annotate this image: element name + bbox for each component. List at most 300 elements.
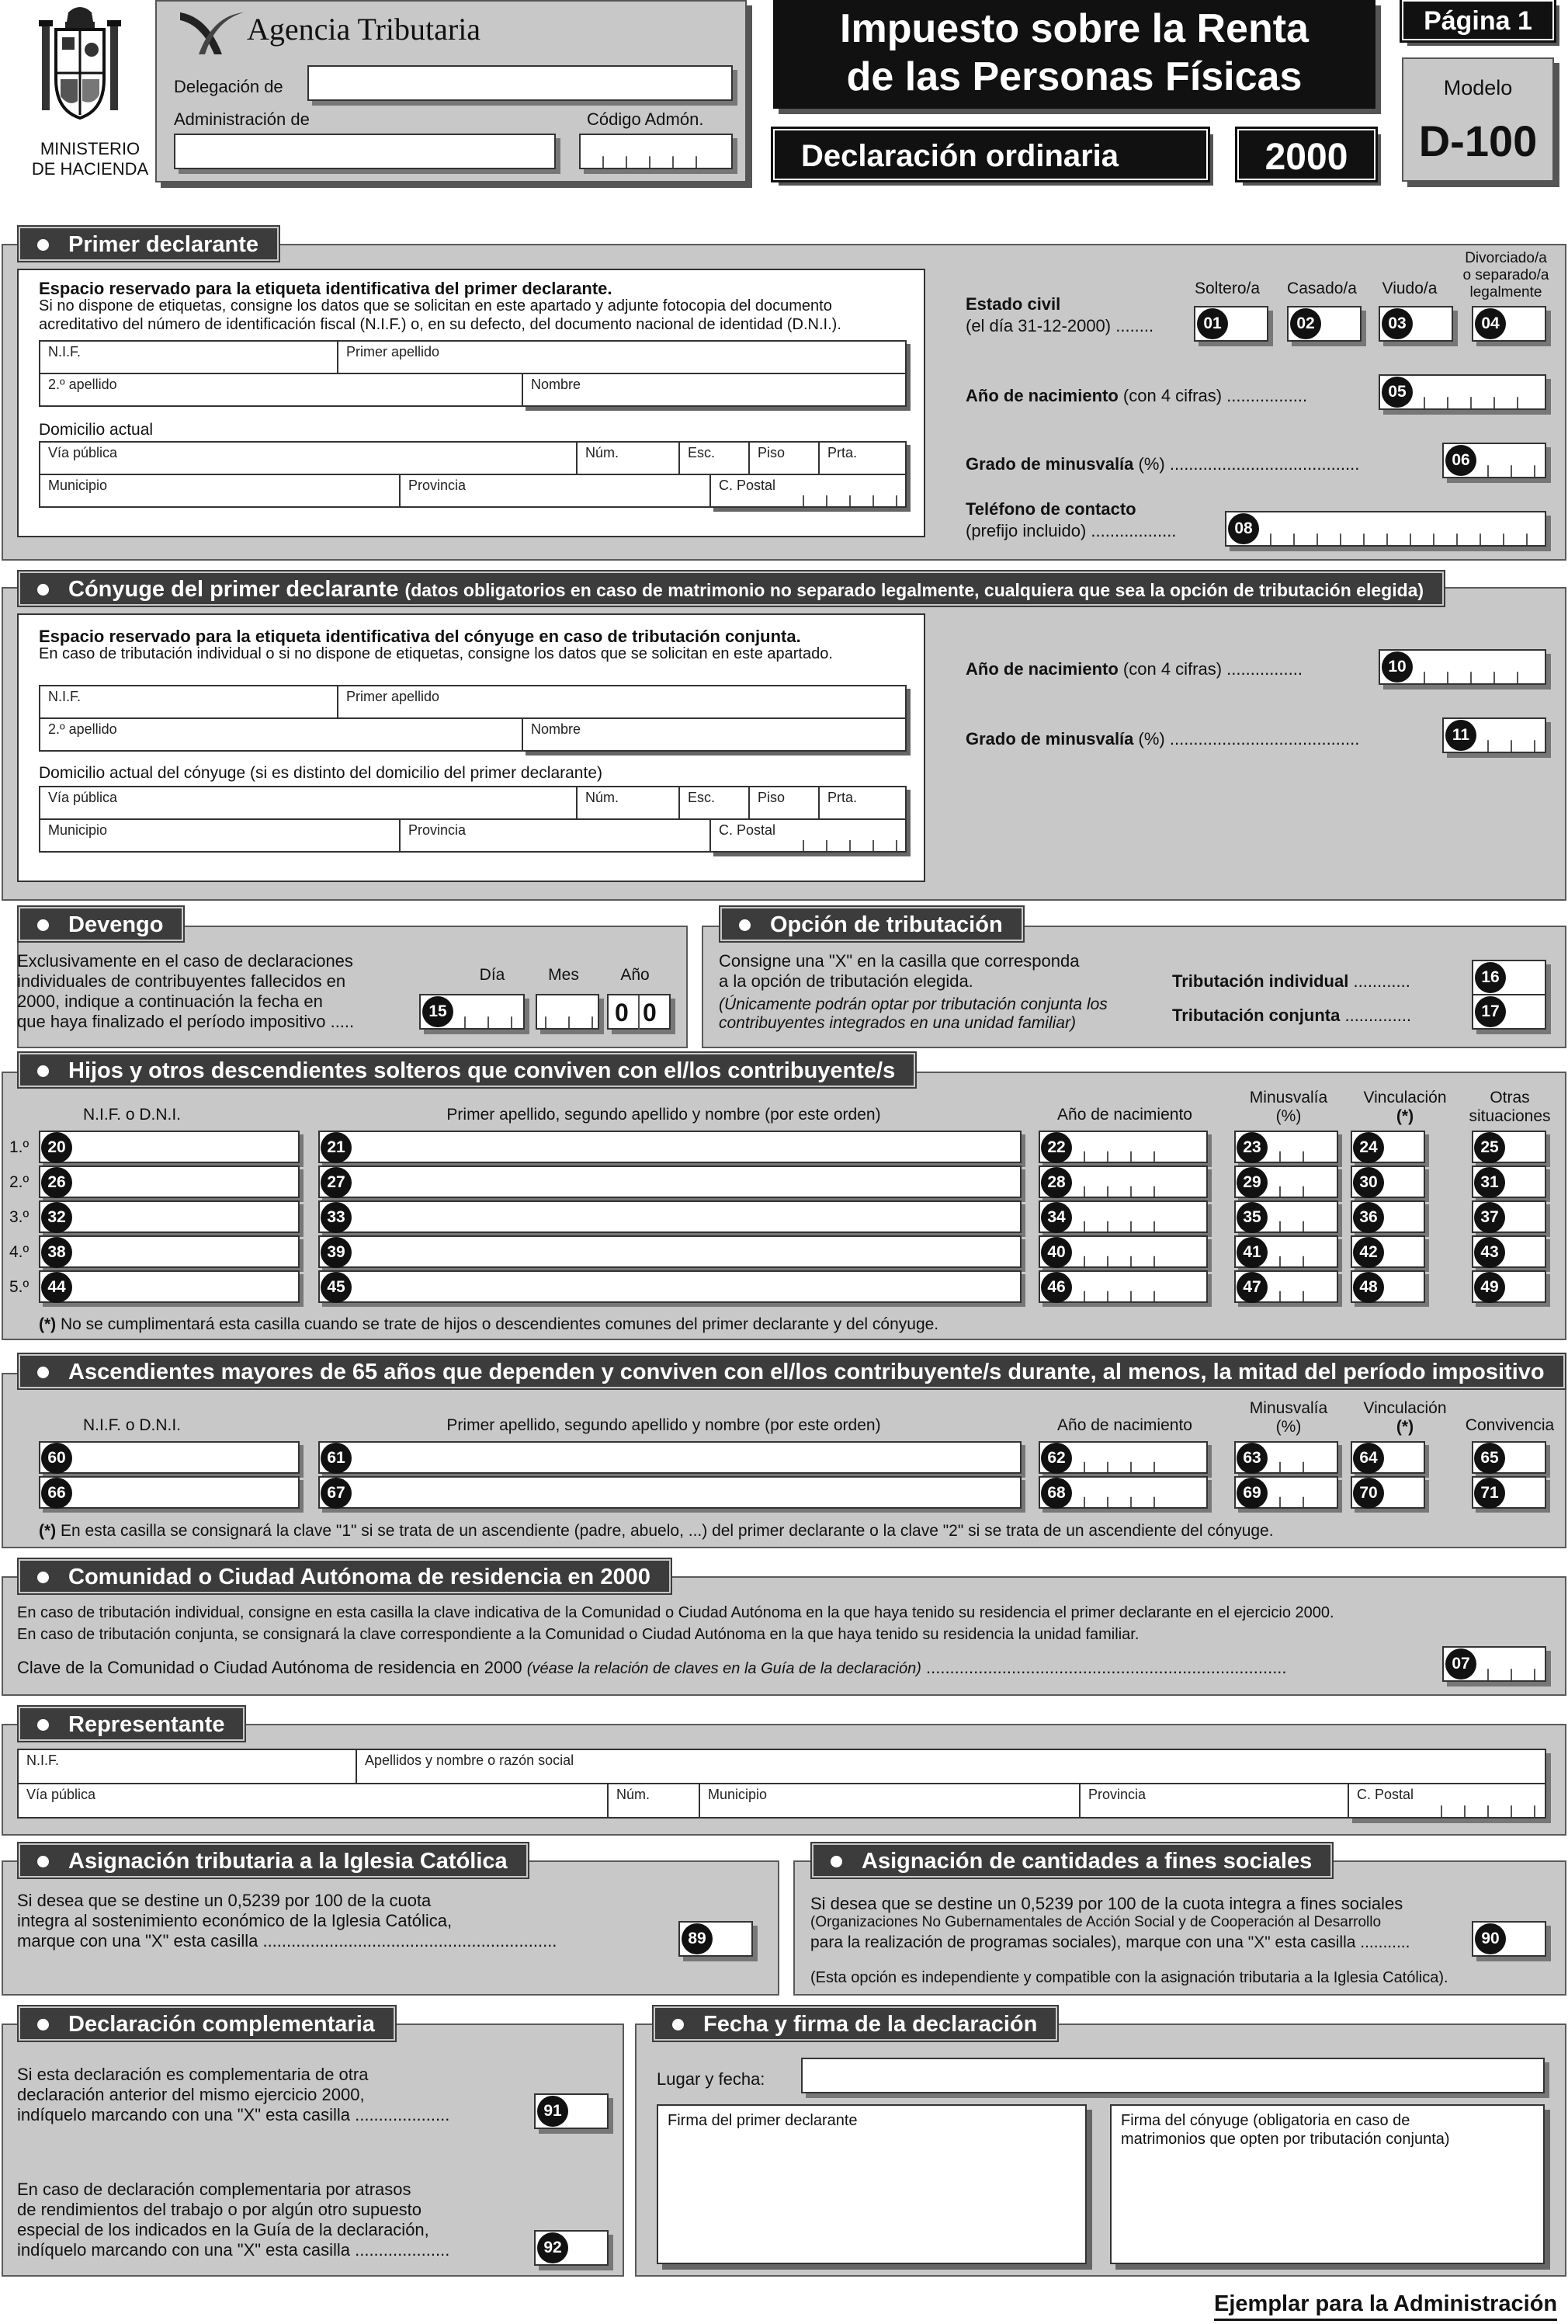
hijos-casilla-46[interactable] — [1039, 1270, 1208, 1303]
devengo-text2: individuales de contribuyentes fallecidos en — [17, 971, 346, 991]
casilla-03-viudo[interactable] — [1379, 306, 1453, 342]
casilla-06-minusvalia[interactable] — [1442, 443, 1546, 478]
ministry-line2: DE HACIENDA — [31, 159, 149, 179]
primer-domicilio-label: Domicilio actual — [39, 421, 154, 439]
rep-via-field[interactable] — [17, 1783, 609, 1819]
rep-provincia-field[interactable] — [1079, 1783, 1349, 1819]
opcion-note1: (Únicamente podrán optar por tributación conjunta los — [719, 995, 1108, 1013]
conyuge-nif-label: N.I.F. — [48, 689, 82, 704]
divorciado-label1: Divorciado/a — [1465, 250, 1547, 266]
primer-minus-label: Grado de minusvalía — [966, 454, 1134, 474]
hijos-casilla-39[interactable] — [318, 1235, 1022, 1268]
casilla-91-badge: 91 — [537, 2096, 568, 2127]
fines-text2: (Organizaciones No Gubernamentales de Acción Social y de Cooperación al Desarrollo — [810, 1914, 1382, 1930]
coat-of-arms-icon — [37, 2, 123, 126]
iglesia-header — [19, 1843, 528, 1878]
ascend-casilla-62[interactable] — [1039, 1441, 1208, 1474]
conyuge-num-label: Núm. — [585, 790, 619, 805]
conyuge-num-field[interactable] — [576, 786, 680, 820]
casilla-20-badge: 20 — [41, 1132, 72, 1163]
ascendientes-title: Ascendientes mayores de 65 años que dependen y conviven con el/los contribuyente/s durante, al menos, la mitad del período impositivo — [68, 1360, 1545, 1384]
opcion-text2: a la opción de tributación elegida. — [719, 971, 973, 991]
comunidad-clave-hint: (véase la relación de claves en la Guía de la declaración) — [526, 1660, 921, 1677]
conyuge-anio-label: Año de nacimiento — [966, 659, 1119, 679]
conyuge-municipio-label: Municipio — [48, 822, 108, 838]
hijos-casilla-44[interactable] — [39, 1270, 300, 1303]
administracion-input[interactable] — [174, 134, 556, 169]
lugar-fecha-input[interactable] — [801, 2058, 1545, 2093]
fines-note: (Esta opción es independiente y compatible con la asignación tributaria a la Iglesia Católica). — [810, 1969, 1448, 1986]
conyuge-nombre-label: Nombre — [531, 721, 581, 737]
hijos-casilla-42[interactable] — [1351, 1235, 1425, 1268]
primer-minus-text — [966, 453, 1359, 474]
hijos-casilla-38[interactable] — [39, 1235, 300, 1268]
casilla-32-badge: 32 — [41, 1202, 72, 1233]
lugar-fecha-label: Lugar y fecha: — [657, 2069, 765, 2089]
conyuge-municipio-field[interactable] — [39, 818, 401, 853]
ministry-line1: MINISTERIO — [40, 139, 140, 158]
hijos-note-text: No se cumplimentará esta casilla cuando se trate de hijos o descendientes comunes del primer declarante y del cónyuge. — [56, 1315, 939, 1333]
casilla-40-badge: 40 — [1041, 1237, 1072, 1268]
hijos-casilla-48[interactable] — [1351, 1270, 1425, 1303]
casilla-16-individual[interactable] — [1472, 960, 1546, 995]
page-number: Página 1 — [1402, 0, 1554, 40]
ascend-casilla-60[interactable] — [39, 1441, 300, 1474]
rep-municipio-field[interactable] — [699, 1783, 1081, 1819]
hijos-casilla-20[interactable] — [39, 1131, 300, 1163]
hijos-title: Hijos y otros descendientes solteros que conviven con el/los contribuyente/s — [68, 1058, 896, 1083]
devengo-anio-input[interactable] — [607, 994, 671, 1030]
complementaria-a2: declaración anterior del mismo ejercicio 2000, — [17, 2085, 365, 2104]
estado-civil-label: Estado civil — [966, 294, 1061, 314]
modelo-number: D-100 — [1418, 116, 1538, 165]
conyuge-via-field[interactable] — [39, 786, 578, 820]
primer-num-label: Núm. — [585, 445, 619, 460]
fines-header — [812, 1843, 1332, 1878]
comunidad-clave-text — [17, 1657, 1287, 1680]
casilla-21-badge: 21 — [321, 1132, 352, 1163]
casilla-27-badge: 27 — [321, 1167, 352, 1198]
firma-header — [654, 2006, 1057, 2041]
primer-etiqueta-area — [17, 269, 925, 537]
casilla-08-badge: 08 — [1228, 513, 1259, 544]
casilla-47-badge: 47 — [1237, 1272, 1268, 1303]
hijos-casilla-47[interactable] — [1234, 1270, 1338, 1303]
codigo-admon-input[interactable] — [579, 134, 733, 169]
casilla-89-badge: 89 — [682, 1923, 713, 1954]
primer-anio-hint: (con 4 cifras) ................. — [1122, 386, 1308, 405]
hijos-casilla-28[interactable] — [1039, 1165, 1208, 1198]
casilla-91-complementaria[interactable] — [534, 2093, 609, 2129]
comunidad-text1: En caso de tributación individual, consigne en esta casilla la clave indicativa de la Comunidad o Ciudad Autónoma en la que haya tenido su residencia el primer declarante en el ejercicio 2000. — [17, 1604, 1334, 1621]
casilla-10-badge: 10 — [1382, 651, 1413, 683]
primer-via-label: Vía pública — [48, 445, 118, 460]
casilla-07-badge: 07 — [1445, 1648, 1476, 1680]
primer-provincia-field[interactable] — [399, 474, 711, 508]
primer-minus-hint: (%) ........................................ — [1138, 454, 1360, 474]
casilla-65-badge: 65 — [1474, 1443, 1505, 1474]
casilla-02-badge: 02 — [1290, 308, 1321, 339]
ascend-casilla-69[interactable] — [1234, 1476, 1338, 1509]
hijos-casilla-49[interactable] — [1472, 1270, 1546, 1303]
ascend-col-minus2: (%) — [1275, 1418, 1302, 1436]
delegacion-input[interactable] — [307, 65, 733, 101]
casilla-06-badge: 06 — [1445, 445, 1476, 476]
complementaria-header — [19, 2006, 395, 2041]
hijos-col-vinc1: Vinculación — [1363, 1089, 1447, 1106]
conyuge-apellido1-label: Primer apellido — [346, 689, 440, 704]
hijos-col-anio: Año de nacimiento — [1057, 1106, 1192, 1124]
primer-esc-label: Esc. — [688, 445, 716, 460]
rep-nif-label: N.I.F. — [26, 1753, 60, 1768]
telefono-label: Teléfono de contacto — [966, 499, 1136, 519]
soltero-label: Soltero/a — [1194, 280, 1261, 297]
ascend-note-mark: (*) — [39, 1522, 57, 1540]
conyuge-etiqueta-area — [17, 613, 925, 882]
casilla-90-fines[interactable] — [1472, 1921, 1546, 1957]
complementaria-b3: especial de los indicados en la Guía de la declaración, — [17, 2220, 429, 2239]
casilla-62-badge: 62 — [1041, 1443, 1072, 1474]
ascend-casilla-63[interactable] — [1234, 1441, 1338, 1474]
hijos-casilla-29[interactable] — [1234, 1165, 1338, 1198]
rep-nombre-label: Apellidos y nombre o razón social — [365, 1753, 574, 1768]
casilla-11-minusvalia[interactable] — [1442, 717, 1546, 753]
hijos-casilla-23[interactable] — [1234, 1131, 1338, 1163]
casilla-15-dia[interactable] — [419, 994, 525, 1030]
conyuge-minus-hint: (%) ........................................ — [1138, 729, 1360, 749]
hijos-col-otras2: situaciones — [1469, 1107, 1551, 1125]
casilla-64-badge: 64 — [1353, 1443, 1384, 1474]
casilla-05-anio[interactable] — [1379, 374, 1546, 410]
firma-conyuge-label2: matrimonios que opten por tributación conjunta) — [1121, 2131, 1450, 2148]
ascend-casilla-71[interactable] — [1472, 1476, 1546, 1509]
hijos-casilla-30[interactable] — [1351, 1165, 1425, 1198]
rep-num-field[interactable] — [607, 1783, 700, 1819]
hijos-casilla-24[interactable] — [1351, 1131, 1425, 1163]
primer-esc-field[interactable] — [678, 441, 750, 475]
row-ordinal: 1.º — [9, 1138, 29, 1156]
tributacion-conjunta-dots: .............. — [1344, 1006, 1412, 1025]
conyuge-title: Cónyuge del primer declarante — [68, 577, 399, 602]
ministry-logo — [14, 2, 161, 180]
rep-num-label: Núm. — [616, 1787, 650, 1802]
rep-provincia-label: Provincia — [1088, 1787, 1147, 1802]
ascend-col-anio: Año de nacimiento — [1057, 1416, 1192, 1434]
divorciado-label3: legalmente — [1469, 284, 1542, 300]
casilla-48-badge: 48 — [1353, 1272, 1384, 1303]
conyuge-cpostal-field[interactable] — [709, 818, 907, 853]
primer-apellido2-label: 2.º apellido — [48, 377, 117, 392]
conyuge-apellido1-field[interactable] — [337, 685, 907, 719]
ascend-col-nif: N.I.F. o D.N.I. — [82, 1416, 182, 1434]
primer-piso-label: Piso — [758, 445, 786, 460]
primer-prta-field[interactable] — [818, 441, 907, 475]
codigo-label: Código Admón. — [587, 109, 704, 129]
casado-label: Casado/a — [1287, 280, 1357, 297]
delegacion-label: Delegación de — [174, 77, 283, 96]
hijos-casilla-27[interactable] — [318, 1165, 1022, 1198]
primer-apellido2-field[interactable] — [39, 373, 523, 407]
primer-apellido1-field[interactable] — [337, 340, 907, 374]
primer-nombre-label: Nombre — [531, 377, 581, 392]
conyuge-prta-label: Prta. — [827, 790, 858, 805]
row-ordinal: 2.º — [9, 1173, 29, 1191]
year-box: 2000 — [1237, 129, 1375, 180]
casilla-92-badge: 92 — [537, 2232, 568, 2263]
casilla-23-badge: 23 — [1237, 1132, 1268, 1163]
casilla-22-badge: 22 — [1041, 1132, 1072, 1163]
casilla-04-divorciado[interactable] — [1472, 306, 1546, 342]
ascend-note — [39, 1520, 1274, 1541]
casilla-67-badge: 67 — [321, 1478, 352, 1509]
casilla-29-badge: 29 — [1237, 1167, 1268, 1198]
firma-title: Fecha y firma de la declaración — [703, 2012, 1038, 2037]
hijos-col-minus1: Minusvalía — [1249, 1089, 1328, 1106]
primer-cpostal-label: C. Postal — [719, 478, 776, 493]
devengo-title: Devengo — [68, 912, 164, 937]
casilla-05-badge: 05 — [1382, 377, 1413, 408]
primer-declarante-title: Primer declarante — [68, 232, 259, 257]
casilla-89-iglesia[interactable] — [678, 1921, 753, 1957]
ascend-casilla-70[interactable] — [1351, 1476, 1425, 1509]
tributacion-individual-label: Tributación individual — [1172, 971, 1349, 991]
casilla-11-badge: 11 — [1445, 720, 1476, 751]
hijos-casilla-26[interactable] — [39, 1165, 300, 1198]
primer-via-field[interactable] — [39, 441, 578, 475]
casilla-28-badge: 28 — [1041, 1167, 1072, 1198]
opcion-title: Opción de tributación — [770, 912, 1003, 937]
casilla-31-badge: 31 — [1474, 1167, 1505, 1198]
conyuge-nombre-field[interactable] — [522, 717, 907, 752]
ascend-casilla-66[interactable] — [39, 1476, 300, 1509]
comunidad-header — [19, 1559, 671, 1593]
primer-nif-label: N.I.F. — [48, 344, 82, 360]
ascend-note-text: En esta casilla se consignará la clave "1" si se trata de un ascendiente (padre, abuelo, ...) del primer declarante o la clave "2" si se trata de un ascendiente del cónyuge. — [56, 1522, 1274, 1540]
conyuge-prta-field[interactable] — [818, 786, 907, 820]
hijos-casilla-33[interactable] — [318, 1200, 1022, 1233]
casilla-38-badge: 38 — [41, 1237, 72, 1268]
telefono-hint: (prefijo incluido) .................. — [966, 521, 1177, 540]
casilla-15-badge: 15 — [422, 996, 453, 1027]
ascend-col-nombre: Primer apellido, segundo apellido y nombre (por este orden) — [446, 1416, 881, 1434]
rep-nombre-field[interactable] — [356, 1749, 1546, 1784]
primer-anio-label: Año de nacimiento — [966, 386, 1119, 405]
ascend-casilla-61[interactable] — [318, 1441, 1022, 1474]
firma-primer-declarante[interactable] — [657, 2104, 1087, 2264]
ascendientes-header — [19, 1354, 1565, 1388]
firma-primer-label: Firma del primer declarante — [668, 2112, 858, 2129]
conyuge-etiqueta-text: En caso de tributación individual o si no dispone de etiquetas, consigne los datos que se solicitan en este apartado. — [39, 645, 833, 662]
tributacion-conjunta-text — [1172, 1005, 1411, 1026]
hijos-col-minus2: (%) — [1275, 1107, 1302, 1125]
conyuge-etiqueta-title: Espacio reservado para la etiqueta identificativa del cónyuge en caso de tributación conjunta. — [39, 627, 801, 646]
comunidad-title: Comunidad o Ciudad Autónoma de residencia en 2000 — [68, 1565, 650, 1589]
hijos-casilla-34[interactable] — [1039, 1200, 1208, 1233]
opcion-header — [720, 907, 1023, 941]
representante-header — [19, 1707, 245, 1741]
casilla-42-badge: 42 — [1353, 1237, 1384, 1268]
conyuge-minus-label: Grado de minusvalía — [966, 729, 1134, 749]
row-ordinal: 5.º — [9, 1278, 29, 1296]
conyuge-piso-field[interactable] — [748, 786, 820, 820]
primer-nombre-field[interactable] — [522, 373, 907, 407]
viudo-label: Viudo/a — [1382, 280, 1438, 297]
casilla-46-badge: 46 — [1041, 1272, 1072, 1303]
primer-piso-field[interactable] — [748, 441, 820, 475]
hijos-casilla-31[interactable] — [1472, 1165, 1546, 1198]
hijos-casilla-21[interactable] — [318, 1131, 1022, 1163]
modelo-box — [1402, 57, 1554, 182]
casilla-01-badge: 01 — [1197, 308, 1228, 339]
subtitle-box: Declaración ordinaria — [773, 129, 1208, 180]
devengo-mes-label: Mes — [548, 966, 579, 984]
ascend-col-vinc1: Vinculación — [1363, 1399, 1447, 1417]
casilla-03-badge: 03 — [1382, 308, 1413, 339]
casilla-70-badge: 70 — [1353, 1478, 1384, 1509]
comunidad-clave-label: Clave de la Comunidad o Ciudad Autónoma de residencia en 2000 — [17, 1658, 522, 1677]
casilla-17-conjunta[interactable] — [1472, 994, 1546, 1030]
hijos-casilla-40[interactable] — [1039, 1235, 1208, 1268]
comunidad-text2: En caso de tributación conjunta, se consignará la clave correspondiente a la Comunidad o Ciudad Autónoma en la que haya tenido su residencia la unidad familiar. — [17, 1626, 1140, 1643]
primer-nif-field[interactable] — [39, 340, 338, 374]
casilla-16-badge: 16 — [1475, 962, 1506, 993]
hijos-col-vinc2: (*) — [1396, 1107, 1414, 1125]
conyuge-domicilio-label: Domicilio actual del cónyuge (si es distinto del domicilio del primer declarante) — [39, 764, 602, 782]
conyuge-apellido2-field[interactable] — [39, 717, 523, 752]
iglesia-text1: Si desea que se destine un 0,5239 por 100 de la cuota — [17, 1891, 432, 1910]
hijos-casilla-25[interactable] — [1472, 1131, 1546, 1163]
complementaria-b1: En caso de declaración complementaria por atrasos — [17, 2180, 411, 2199]
casilla-30-badge: 30 — [1353, 1167, 1384, 1198]
title-line2: de las Personas Físicas — [846, 54, 1303, 99]
casilla-08-telefono[interactable] — [1225, 511, 1546, 547]
comunidad-clave-dots: ............................................................................ — [926, 1658, 1287, 1677]
firma-conyuge[interactable] — [1110, 2104, 1545, 2264]
primer-cpostal-field[interactable] — [709, 474, 907, 508]
conyuge-esc-field[interactable] — [678, 786, 750, 820]
primer-municipio-field[interactable] — [39, 474, 401, 508]
opcion-note2: contribuyentes integrados en una unidad familiar) — [719, 1014, 1076, 1032]
casilla-01-soltero[interactable] — [1194, 306, 1268, 342]
hijos-casilla-35[interactable] — [1234, 1200, 1338, 1233]
casilla-17-badge: 17 — [1475, 996, 1506, 1027]
conyuge-header — [19, 571, 1444, 606]
ascend-casilla-65[interactable] — [1472, 1441, 1546, 1474]
agency-logo-icon — [177, 9, 247, 57]
casilla-04-badge: 04 — [1475, 308, 1506, 339]
fines-text1: Si desea que se destine un 0,5239 por 100 de la cuota integra a fines sociales — [810, 1894, 1403, 1913]
conyuge-title-sub: (datos obligatorios en caso de matrimonio no separado legalmente, cualquiera que sea la opción de tributación elegida) — [404, 580, 1424, 600]
hijos-casilla-32[interactable] — [39, 1200, 300, 1233]
iglesia-text2: integra al sostenimiento económico de la Iglesia Católica, — [17, 1911, 453, 1930]
casilla-68-badge: 68 — [1041, 1478, 1072, 1509]
ascend-casilla-68[interactable] — [1039, 1476, 1208, 1509]
devengo-mes-input[interactable] — [536, 994, 599, 1030]
title-box — [773, 0, 1375, 109]
hijos-note — [39, 1314, 938, 1335]
firma-conyuge-label1: Firma del cónyuge (obligatoria en caso de — [1121, 2112, 1410, 2129]
conyuge-anio-hint: (con 4 cifras) ................ — [1122, 659, 1303, 679]
hijos-casilla-45[interactable] — [318, 1270, 1022, 1303]
casilla-45-badge: 45 — [321, 1272, 352, 1303]
rep-nif-field[interactable] — [17, 1749, 357, 1784]
rep-via-label: Vía pública — [26, 1787, 96, 1802]
ascend-casilla-64[interactable] — [1351, 1441, 1425, 1474]
agency-panel — [155, 0, 747, 182]
hijos-casilla-22[interactable] — [1039, 1131, 1208, 1163]
conyuge-provincia-field[interactable] — [399, 818, 711, 853]
casilla-49-badge: 49 — [1474, 1272, 1505, 1303]
hijos-casilla-36[interactable] — [1351, 1200, 1425, 1233]
devengo-text4: que haya finalizado el período impositivo ..... — [17, 1012, 355, 1031]
casilla-26-badge: 26 — [41, 1167, 72, 1198]
casilla-10-anio[interactable] — [1379, 649, 1546, 685]
rep-municipio-label: Municipio — [708, 1787, 768, 1802]
hijos-col-otras1: Otras — [1490, 1089, 1530, 1106]
complementaria-a1: Si esta declaración es complementaria de otra — [17, 2065, 369, 2084]
casilla-07-comunidad[interactable] — [1442, 1646, 1546, 1682]
devengo-text1: Exclusivamente en el caso de declaraciones — [17, 951, 353, 971]
primer-municipio-label: Municipio — [48, 478, 108, 493]
devengo-header — [19, 907, 183, 941]
conyuge-minus-text — [966, 728, 1359, 749]
conyuge-cpostal-label: C. Postal — [719, 822, 776, 838]
agency-name: Agencia Tributaria — [247, 12, 481, 47]
tributacion-individual-dots: ............ — [1353, 971, 1410, 991]
casilla-66-badge: 66 — [41, 1478, 72, 1509]
ejemplar-label: Ejemplar para la Administración — [1214, 2291, 1557, 2321]
ascend-casilla-67[interactable] — [318, 1476, 1022, 1509]
casilla-71-badge: 71 — [1474, 1478, 1505, 1509]
tributacion-individual-text — [1172, 971, 1410, 992]
casilla-34-badge: 34 — [1041, 1202, 1072, 1233]
casilla-02-casado[interactable] — [1287, 306, 1362, 342]
iglesia-text3: marque con una "X" esta casilla .............................................................. — [17, 1931, 557, 1951]
casilla-43-badge: 43 — [1474, 1237, 1505, 1268]
iglesia-title: Asignación tributaria a la Iglesia Católica — [68, 1849, 508, 1874]
primer-anio-text — [966, 385, 1307, 406]
hijos-col-nif: N.I.F. o D.N.I. — [82, 1106, 182, 1124]
estado-civil-fecha: (el día 31-12-2000) ........ — [966, 316, 1154, 335]
hijos-casilla-37[interactable] — [1472, 1200, 1546, 1233]
devengo-anio-digit1: 0 — [615, 999, 629, 1027]
conyuge-esc-label: Esc. — [688, 790, 716, 805]
primer-etiqueta-text2: acreditativo del número de identificación fiscal (N.I.F.) o, en su defecto, del documento nacional de identidad (D.N.I.). — [39, 316, 841, 333]
primer-prta-label: Prta. — [827, 445, 858, 460]
casilla-63-badge: 63 — [1237, 1443, 1268, 1474]
conyuge-nif-field[interactable] — [39, 685, 338, 719]
casilla-92-atrasos[interactable] — [534, 2230, 609, 2266]
row-ordinal: 3.º — [9, 1208, 29, 1226]
rep-cpostal-label: C. Postal — [1357, 1787, 1414, 1802]
casilla-90-badge: 90 — [1475, 1923, 1506, 1954]
casilla-24-badge: 24 — [1353, 1132, 1384, 1163]
hijos-casilla-43[interactable] — [1472, 1235, 1546, 1268]
row-ordinal: 4.º — [9, 1243, 29, 1261]
primer-num-field[interactable] — [576, 441, 680, 475]
devengo-anio-digit2: 0 — [643, 999, 657, 1027]
devengo-dia-label: Día — [479, 966, 505, 984]
casilla-41-badge: 41 — [1237, 1237, 1268, 1268]
casilla-44-badge: 44 — [41, 1272, 72, 1303]
primer-declarante-header — [19, 227, 279, 261]
hijos-casilla-41[interactable] — [1234, 1235, 1338, 1268]
casilla-39-badge: 39 — [321, 1237, 352, 1268]
conyuge-provincia-label: Provincia — [408, 822, 467, 838]
primer-etiqueta-title: Espacio reservado para la etiqueta identificativa del primer declarante. — [39, 279, 612, 298]
casilla-25-badge: 25 — [1474, 1132, 1505, 1163]
rep-cpostal-field[interactable] — [1348, 1783, 1546, 1819]
